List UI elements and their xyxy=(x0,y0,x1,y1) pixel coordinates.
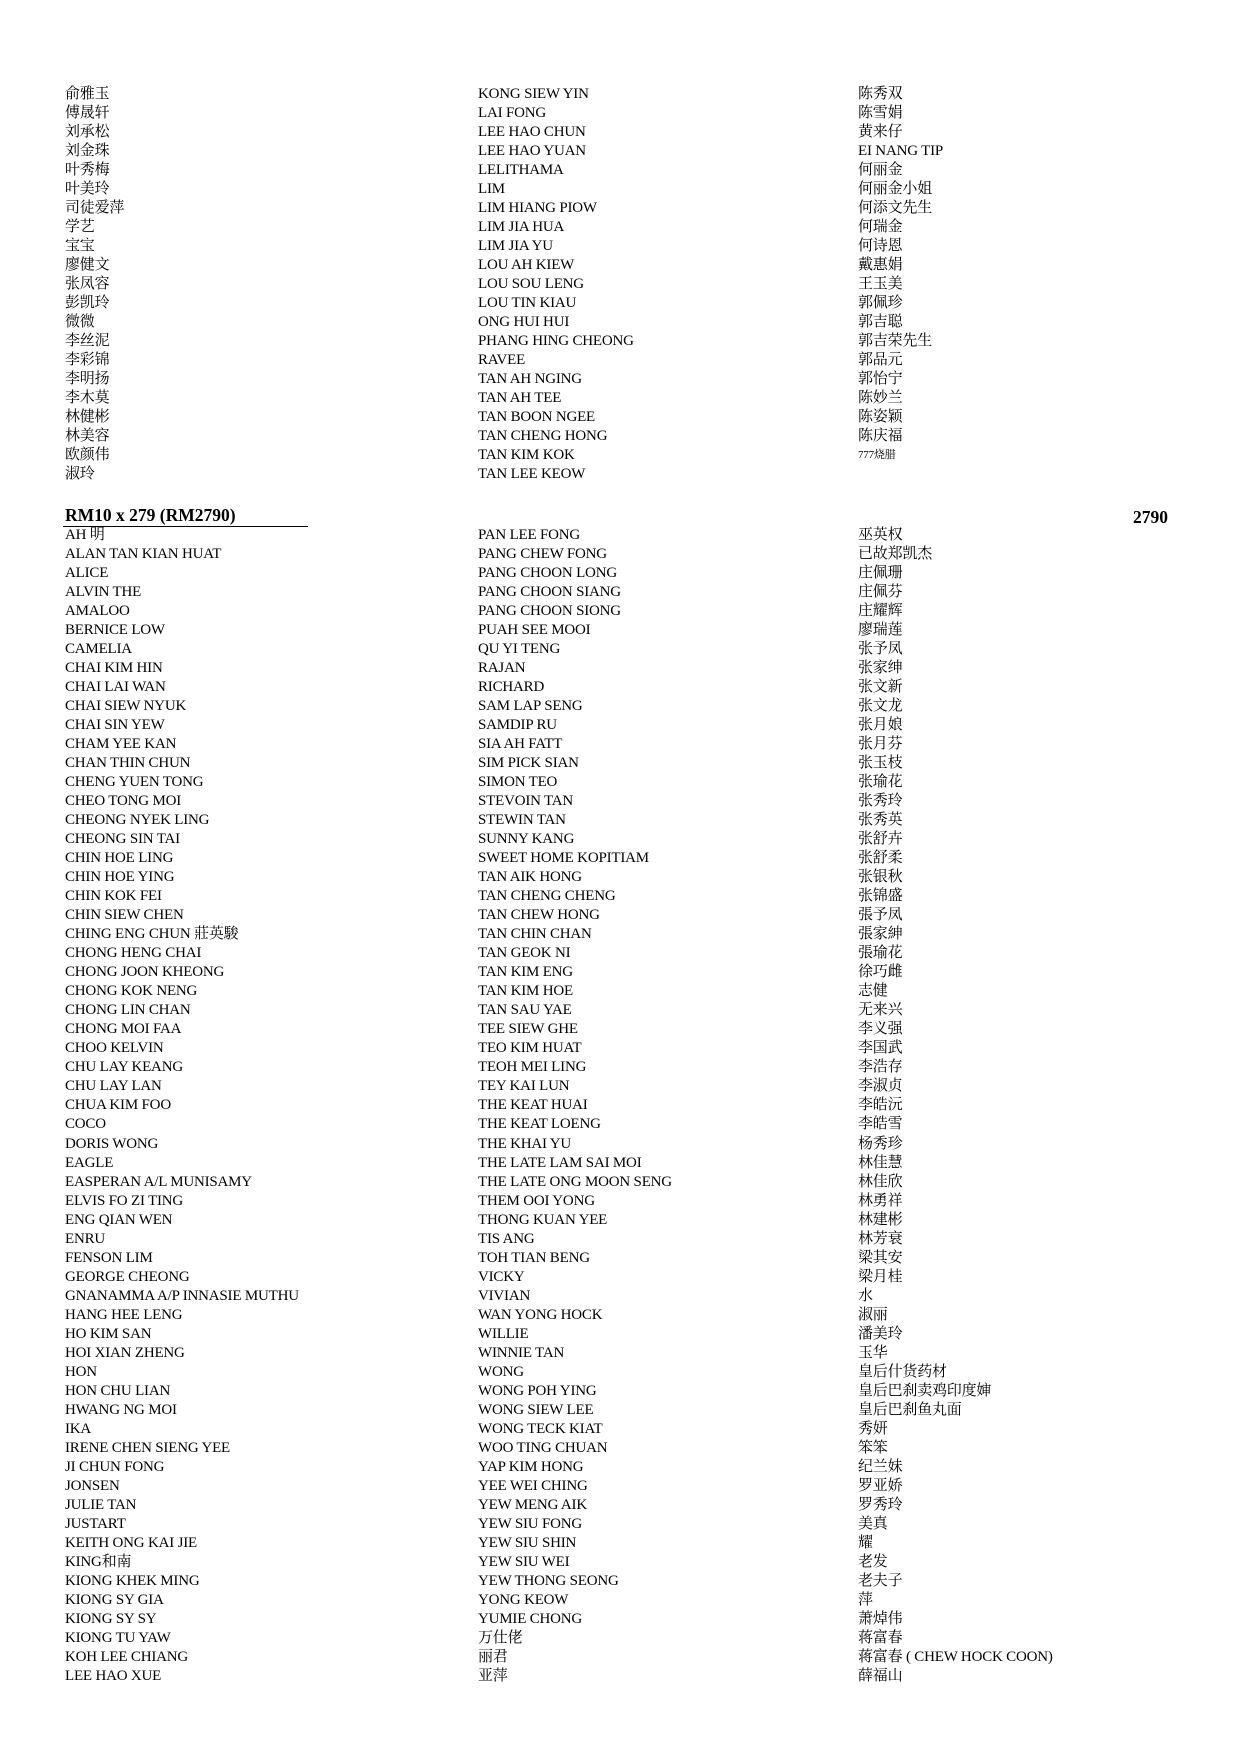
name-entry: TAN CHENG HONG xyxy=(478,428,608,445)
name-entry: 张秀玲 xyxy=(858,793,903,810)
name-entry: 彭凯玲 xyxy=(65,295,110,312)
name-entry: 巫英权 xyxy=(858,527,903,543)
name-entry: 亚萍 xyxy=(478,1667,508,1684)
name-entry: CHAI LAI WAN xyxy=(65,679,166,696)
name-entry: 李丝泥 xyxy=(65,333,110,350)
name-entry: LIM JIA HUA xyxy=(478,219,565,236)
name-entry: 梁其安 xyxy=(858,1249,903,1266)
name-entry: LEE HAO CHUN xyxy=(478,124,586,141)
name-entry: 潘美玲 xyxy=(858,1325,903,1342)
name-entry: 林健彬 xyxy=(65,409,110,426)
name-entry: PANG CHEW FONG xyxy=(478,546,607,563)
list-column xyxy=(478,85,634,484)
name-entry: 何诗恩 xyxy=(858,238,903,255)
name-entry: 纪兰妹 xyxy=(858,1458,903,1475)
name-entry: CAMELIA xyxy=(65,641,132,658)
name-entry: ONG HUI HUI xyxy=(478,314,570,331)
name-entry: GNANAMMA A/P INNASIE MUTHU xyxy=(65,1287,299,1304)
name-entry: 张文龙 xyxy=(858,698,903,715)
name-entry: TAN CHENG CHENG xyxy=(478,888,616,905)
name-entry: BERNICE LOW xyxy=(65,622,165,639)
name-entry: 萧焯伟 xyxy=(858,1610,903,1627)
name-entry: WONG TECK KIAT xyxy=(478,1420,603,1437)
name-entry: HOI XIAN ZHENG xyxy=(65,1344,185,1361)
name-entry: 何添文先生 xyxy=(858,200,933,217)
name-entry: 张家绅 xyxy=(858,660,903,677)
name-entry: 庄佩芬 xyxy=(858,584,903,601)
name-entry: 郭吉荣先生 xyxy=(858,333,933,350)
name-entry: 俞雅玉 xyxy=(65,86,110,102)
name-entry: KIONG SY SY xyxy=(65,1610,157,1627)
name-entry: GEORGE CHEONG xyxy=(65,1268,190,1285)
name-entry: WONG POH YING xyxy=(478,1382,597,1399)
name-entry: 淑丽 xyxy=(858,1306,888,1323)
name-entry: 张锦盛 xyxy=(858,888,903,905)
name-entry: CHAI SIEW NYUK xyxy=(65,698,187,715)
name-entry: AMALOO xyxy=(65,603,130,620)
name-entry: 庄佩珊 xyxy=(858,565,903,582)
name-entry: HON xyxy=(65,1363,97,1380)
name-entry: CHIN KOK FEI xyxy=(65,888,162,905)
name-entry: 张银秋 xyxy=(858,869,903,886)
name-entry: 张月娘 xyxy=(858,717,903,734)
name-entry: HWANG NG MOI xyxy=(65,1401,177,1418)
name-entry: ALVIN THE xyxy=(65,584,142,601)
section-total: 2790 xyxy=(1133,507,1168,527)
name-entry: TEE SIEW GHE xyxy=(478,1021,578,1038)
name-entry: YUMIE CHONG xyxy=(478,1610,583,1627)
name-entry: 王玉美 xyxy=(858,276,903,293)
name-entry: 玉华 xyxy=(858,1344,888,1361)
name-entry: WONG xyxy=(478,1363,524,1380)
name-entry: CHONG JOON KHEONG xyxy=(65,964,225,981)
name-entry: 蒋富春 xyxy=(858,1629,903,1646)
name-entry: THE KEAT LOENG xyxy=(478,1116,601,1133)
name-entry: 刘金珠 xyxy=(65,143,110,160)
name-entry: KOH LEE CHIANG xyxy=(65,1648,189,1665)
name-entry: KIONG TU YAW xyxy=(65,1629,171,1646)
name-entry: FENSON LIM xyxy=(65,1249,153,1266)
name-entry: 张秀英 xyxy=(858,812,903,829)
name-entry: RICHARD xyxy=(478,679,545,696)
list-column xyxy=(478,526,672,1686)
name-entry: THE KHAI YU xyxy=(478,1135,572,1152)
name-entry: CHEO TONG MOI xyxy=(65,793,182,810)
name-entry: LIM xyxy=(478,181,505,198)
name-entry: LELITHAMA xyxy=(478,162,564,179)
name-entry: SAM LAP SENG xyxy=(478,698,583,715)
name-entry: 林勇祥 xyxy=(858,1192,903,1209)
name-entry: 皇后什货药材 xyxy=(858,1363,947,1380)
name-entry: 陈妙兰 xyxy=(858,390,903,407)
name-entry: 已故郑凯杰 xyxy=(858,546,933,563)
name-entry: 叶秀梅 xyxy=(65,162,110,179)
name-entry: CHEONG SIN TAI xyxy=(65,831,180,848)
name-entry: 777烧腊 xyxy=(858,449,896,462)
name-entry: YAP KIM HONG xyxy=(478,1458,584,1475)
name-entry: CHONG KOK NENG xyxy=(65,983,198,1000)
name-entry: CHU LAY LAN xyxy=(65,1078,162,1095)
name-entry: EI NANG TIP xyxy=(858,143,944,160)
name-entry: ALAN TAN KIAN HUAT xyxy=(65,546,222,563)
name-entry: 杨秀珍 xyxy=(858,1135,903,1152)
name-entry: JI CHUN FONG xyxy=(65,1458,165,1475)
name-entry: ELVIS FO ZI TING xyxy=(65,1192,184,1209)
name-entry: LOU TIN KIAU xyxy=(478,295,577,312)
name-entry: 李彩锦 xyxy=(65,352,110,369)
name-entry: KONG SIEW YIN xyxy=(478,86,589,102)
name-entry: 梁月桂 xyxy=(858,1268,903,1285)
name-entry: 郭吉聪 xyxy=(858,314,903,331)
name-entry: CHONG LIN CHAN xyxy=(65,1002,191,1019)
name-entry: DORIS WONG xyxy=(65,1135,159,1152)
name-entry: WINNIE TAN xyxy=(478,1344,565,1361)
name-entry: CHAN THIN CHUN xyxy=(65,755,191,772)
name-entry: CHOO KELVIN xyxy=(65,1040,164,1057)
name-entry: 庄耀辉 xyxy=(858,603,903,620)
name-entry: 蒋富春 ( CHEW HOCK COON) xyxy=(858,1648,1053,1665)
name-entry: 张舒卉 xyxy=(858,831,903,848)
name-entry: 何丽金小姐 xyxy=(858,181,933,198)
name-entry: HANG HEE LENG xyxy=(65,1306,183,1323)
name-entry: YEW SIU SHIN xyxy=(478,1534,577,1551)
name-entry: 廖瑞莲 xyxy=(858,622,903,639)
name-entry: PANG CHOON LONG xyxy=(478,565,617,582)
name-entry: TAN GEOK NI xyxy=(478,945,571,962)
name-entry: TEOH MEI LING xyxy=(478,1059,587,1076)
name-entry: 罗秀玲 xyxy=(858,1496,903,1513)
name-entry: 何丽金 xyxy=(858,162,903,179)
name-entry: HO KIM SAN xyxy=(65,1325,152,1342)
name-entry: LOU SOU LENG xyxy=(478,276,584,293)
name-entry: JONSEN xyxy=(65,1477,120,1494)
name-entry: CHIN SIEW CHEN xyxy=(65,907,184,924)
name-entry: TAN KIM ENG xyxy=(478,964,573,981)
name-entry: LOU AH KIEW xyxy=(478,257,575,274)
name-entry: 李木莫 xyxy=(65,390,110,407)
name-entry: 张予凤 xyxy=(858,641,903,658)
name-entry: LIM JIA YU xyxy=(478,238,553,255)
name-entry: QU YI TENG xyxy=(478,641,561,658)
name-entry: IKA xyxy=(65,1420,92,1437)
name-entry: SIMON TEO xyxy=(478,774,558,791)
list-column xyxy=(65,526,299,1686)
name-entry: 戴惠娟 xyxy=(858,257,903,274)
name-entry: 李淑贞 xyxy=(858,1078,903,1095)
name-entry: 陈姿颖 xyxy=(858,409,903,426)
name-entry: 皇后巴刹卖鸡印度婶 xyxy=(858,1382,992,1399)
name-entry: EASPERAN A/L MUNISAMY xyxy=(65,1173,252,1190)
name-entry: YEW THONG SEONG xyxy=(478,1572,619,1589)
name-entry: 林佳慧 xyxy=(858,1154,903,1171)
name-entry: CHAI SIN YEW xyxy=(65,717,165,734)
name-entry: STEVOIN TAN xyxy=(478,793,574,810)
name-entry: ENRU xyxy=(65,1230,106,1247)
list-column xyxy=(858,85,943,465)
name-entry: CHUA KIM FOO xyxy=(65,1097,171,1114)
name-entry: 水 xyxy=(858,1287,873,1304)
name-entry: THE KEAT HUAI xyxy=(478,1097,588,1114)
name-entry: TAN CHEW HONG xyxy=(478,907,600,924)
name-entry: 皇后巴刹鱼丸面 xyxy=(858,1401,962,1418)
name-entry: 张舒柔 xyxy=(858,850,903,867)
name-entry: 徐巧雌 xyxy=(858,964,903,981)
section-title: RM10 x 279 (RM2790) xyxy=(65,505,236,525)
name-entry: KEITH ONG KAI JIE xyxy=(65,1534,197,1551)
name-entry: 陈雪娟 xyxy=(858,105,903,122)
name-entry: ALICE xyxy=(65,565,109,582)
name-entry: EAGLE xyxy=(65,1154,114,1171)
name-entry: THE LATE ONG MOON SENG xyxy=(478,1173,672,1190)
name-entry: 廖健文 xyxy=(65,257,110,274)
name-entry: 美真 xyxy=(858,1515,888,1532)
name-entry: PANG CHOON SIONG xyxy=(478,603,621,620)
name-entry: CHING ENG CHUN 莊英駿 xyxy=(65,926,239,943)
name-entry: 李皓沅 xyxy=(858,1097,903,1114)
name-entry: 郭佩珍 xyxy=(858,295,903,312)
name-entry: 张文新 xyxy=(858,679,903,696)
name-entry: 秀妍 xyxy=(858,1420,888,1437)
name-entry: 郭品元 xyxy=(858,352,903,369)
name-entry: LEE HAO XUE xyxy=(65,1667,162,1684)
name-entry: ENG QIAN WEN xyxy=(65,1211,173,1228)
name-entry: LEE HAO YUAN xyxy=(478,143,586,160)
name-entry: SAMDIP RU xyxy=(478,717,557,734)
name-entry: 学艺 xyxy=(65,219,95,236)
name-entry: 薛福山 xyxy=(858,1667,903,1684)
name-entry: 无来兴 xyxy=(858,1002,903,1019)
name-entry: 李皓雪 xyxy=(858,1116,903,1133)
name-entry: 笨笨 xyxy=(858,1439,888,1456)
name-entry: 微微 xyxy=(65,314,95,331)
name-entry: PAN LEE FONG xyxy=(478,527,581,543)
name-entry: THE LATE LAM SAI MOI xyxy=(478,1154,642,1171)
name-entry: 郭怡宁 xyxy=(858,371,903,388)
name-entry: 張瑜花 xyxy=(858,945,903,962)
name-entry: 萍 xyxy=(858,1591,873,1608)
name-entry: KIONG SY GIA xyxy=(65,1591,164,1608)
name-entry: SIM PICK SIAN xyxy=(478,755,579,772)
name-entry: CHENG YUEN TONG xyxy=(65,774,204,791)
name-entry: VIVIAN xyxy=(478,1287,531,1304)
name-entry: HON CHU LIAN xyxy=(65,1382,171,1399)
name-entry: CHONG MOI FAA xyxy=(65,1021,182,1038)
name-entry: TEO KIM HUAT xyxy=(478,1040,582,1057)
name-entry: YEE WEI CHING xyxy=(478,1477,588,1494)
name-entry: WONG SIEW LEE xyxy=(478,1401,594,1418)
name-entry: 陈秀双 xyxy=(858,86,903,102)
name-entry: 罗亚娇 xyxy=(858,1477,903,1494)
name-entry: 傅晟轩 xyxy=(65,105,110,122)
name-entry: PHANG HING CHEONG xyxy=(478,333,634,350)
name-entry: 欧颜伟 xyxy=(65,447,110,464)
name-entry: 丽君 xyxy=(478,1648,508,1665)
name-entry: 耀 xyxy=(858,1534,873,1551)
name-entry: LAI FONG xyxy=(478,105,546,122)
name-entry: WILLIE xyxy=(478,1325,529,1342)
name-entry: 万仕佬 xyxy=(478,1629,523,1646)
name-entry: CHU LAY KEANG xyxy=(65,1059,183,1076)
name-entry: 何瑞金 xyxy=(858,219,903,236)
name-entry: STEWIN TAN xyxy=(478,812,566,829)
name-entry: COCO xyxy=(65,1116,106,1133)
name-entry: THEM OOI YONG xyxy=(478,1192,595,1209)
name-entry: CHONG HENG CHAI xyxy=(65,945,202,962)
name-entry: VICKY xyxy=(478,1268,525,1285)
name-entry: SWEET HOME KOPITIAM xyxy=(478,850,649,867)
name-entry: 林建彬 xyxy=(858,1211,903,1228)
name-entry: 张月芬 xyxy=(858,736,903,753)
name-entry: 刘承松 xyxy=(65,124,110,141)
name-entry: SUNNY KANG xyxy=(478,831,575,848)
name-entry: IRENE CHEN SIENG YEE xyxy=(65,1439,231,1456)
name-entry: TAN AH NGING xyxy=(478,371,582,388)
name-entry: AH 明 xyxy=(65,527,105,543)
name-entry: TAN BOON NGEE xyxy=(478,409,596,426)
name-entry: 黄来仔 xyxy=(858,124,903,141)
name-entry: 老发 xyxy=(858,1553,888,1570)
name-entry: KING和南 xyxy=(65,1553,132,1570)
name-entry: 林芳衰 xyxy=(858,1230,903,1247)
name-entry: CHIN HOE LING xyxy=(65,850,174,867)
name-entry: 李浩存 xyxy=(858,1059,903,1076)
name-entry: PUAH SEE MOOI xyxy=(478,622,591,639)
name-entry: LIM HIANG PIOW xyxy=(478,200,597,217)
name-entry: RAVEE xyxy=(478,352,526,369)
name-entry: TAN KIM KOK xyxy=(478,447,575,464)
name-entry: 叶美玲 xyxy=(65,181,110,198)
name-entry: THONG KUAN YEE xyxy=(478,1211,608,1228)
name-entry: RAJAN xyxy=(478,660,526,677)
name-entry: 張予凤 xyxy=(858,907,903,924)
name-entry: 李国武 xyxy=(858,1040,903,1057)
name-entry: 张玉枝 xyxy=(858,755,903,772)
name-entry: 宝宝 xyxy=(65,238,95,255)
name-entry: 張家紳 xyxy=(858,926,903,943)
list-column xyxy=(65,85,124,484)
name-entry: WAN YONG HOCK xyxy=(478,1306,603,1323)
name-entry: 司徒爱萍 xyxy=(65,200,125,217)
name-entry: YEW MENG AIK xyxy=(478,1496,587,1513)
name-entry: JULIE TAN xyxy=(65,1496,137,1513)
name-entry: TOH TIAN BENG xyxy=(478,1249,590,1266)
name-entry: TAN CHIN CHAN xyxy=(478,926,592,943)
name-entry: SIA AH FATT xyxy=(478,736,563,753)
list-column xyxy=(858,526,1053,1686)
name-entry: YONG KEOW xyxy=(478,1591,569,1608)
name-entry: KIONG KHEK MING xyxy=(65,1572,200,1589)
name-entry: TAN SAU YAE xyxy=(478,1002,572,1019)
name-entry: 林佳欣 xyxy=(858,1173,903,1190)
name-entry: TIS ANG xyxy=(478,1230,535,1247)
name-entry: 李义强 xyxy=(858,1021,903,1038)
name-entry: CHEONG NYEK LING xyxy=(65,812,210,829)
name-entry: CHAM YEE KAN xyxy=(65,736,177,753)
name-entry: YEW SIU FONG xyxy=(478,1515,582,1532)
name-entry: YEW SIU WEI xyxy=(478,1553,570,1570)
name-entry: TAN LEE KEOW xyxy=(478,466,586,483)
name-entry: 老夫子 xyxy=(858,1572,903,1589)
name-entry: PANG CHOON SIANG xyxy=(478,584,621,601)
name-entry: 林美容 xyxy=(65,428,110,445)
name-entry: CHIN HOE YING xyxy=(65,869,175,886)
name-entry: JUSTART xyxy=(65,1515,126,1532)
name-entry: 陈庆福 xyxy=(858,428,903,445)
name-entry: TAN KIM HOE xyxy=(478,983,573,1000)
name-entry: TEY KAI LUN xyxy=(478,1078,570,1095)
name-entry: TAN AIK HONG xyxy=(478,869,582,886)
name-entry: 张瑜花 xyxy=(858,774,903,791)
name-entry: 淑玲 xyxy=(65,466,95,483)
name-entry: TAN AH TEE xyxy=(478,390,562,407)
name-entry: 志健 xyxy=(858,983,888,1000)
name-entry: CHAI KIM HIN xyxy=(65,660,163,677)
name-entry: 李明扬 xyxy=(65,371,110,388)
name-entry: 张凤容 xyxy=(65,276,110,293)
name-entry: WOO TING CHUAN xyxy=(478,1439,608,1456)
